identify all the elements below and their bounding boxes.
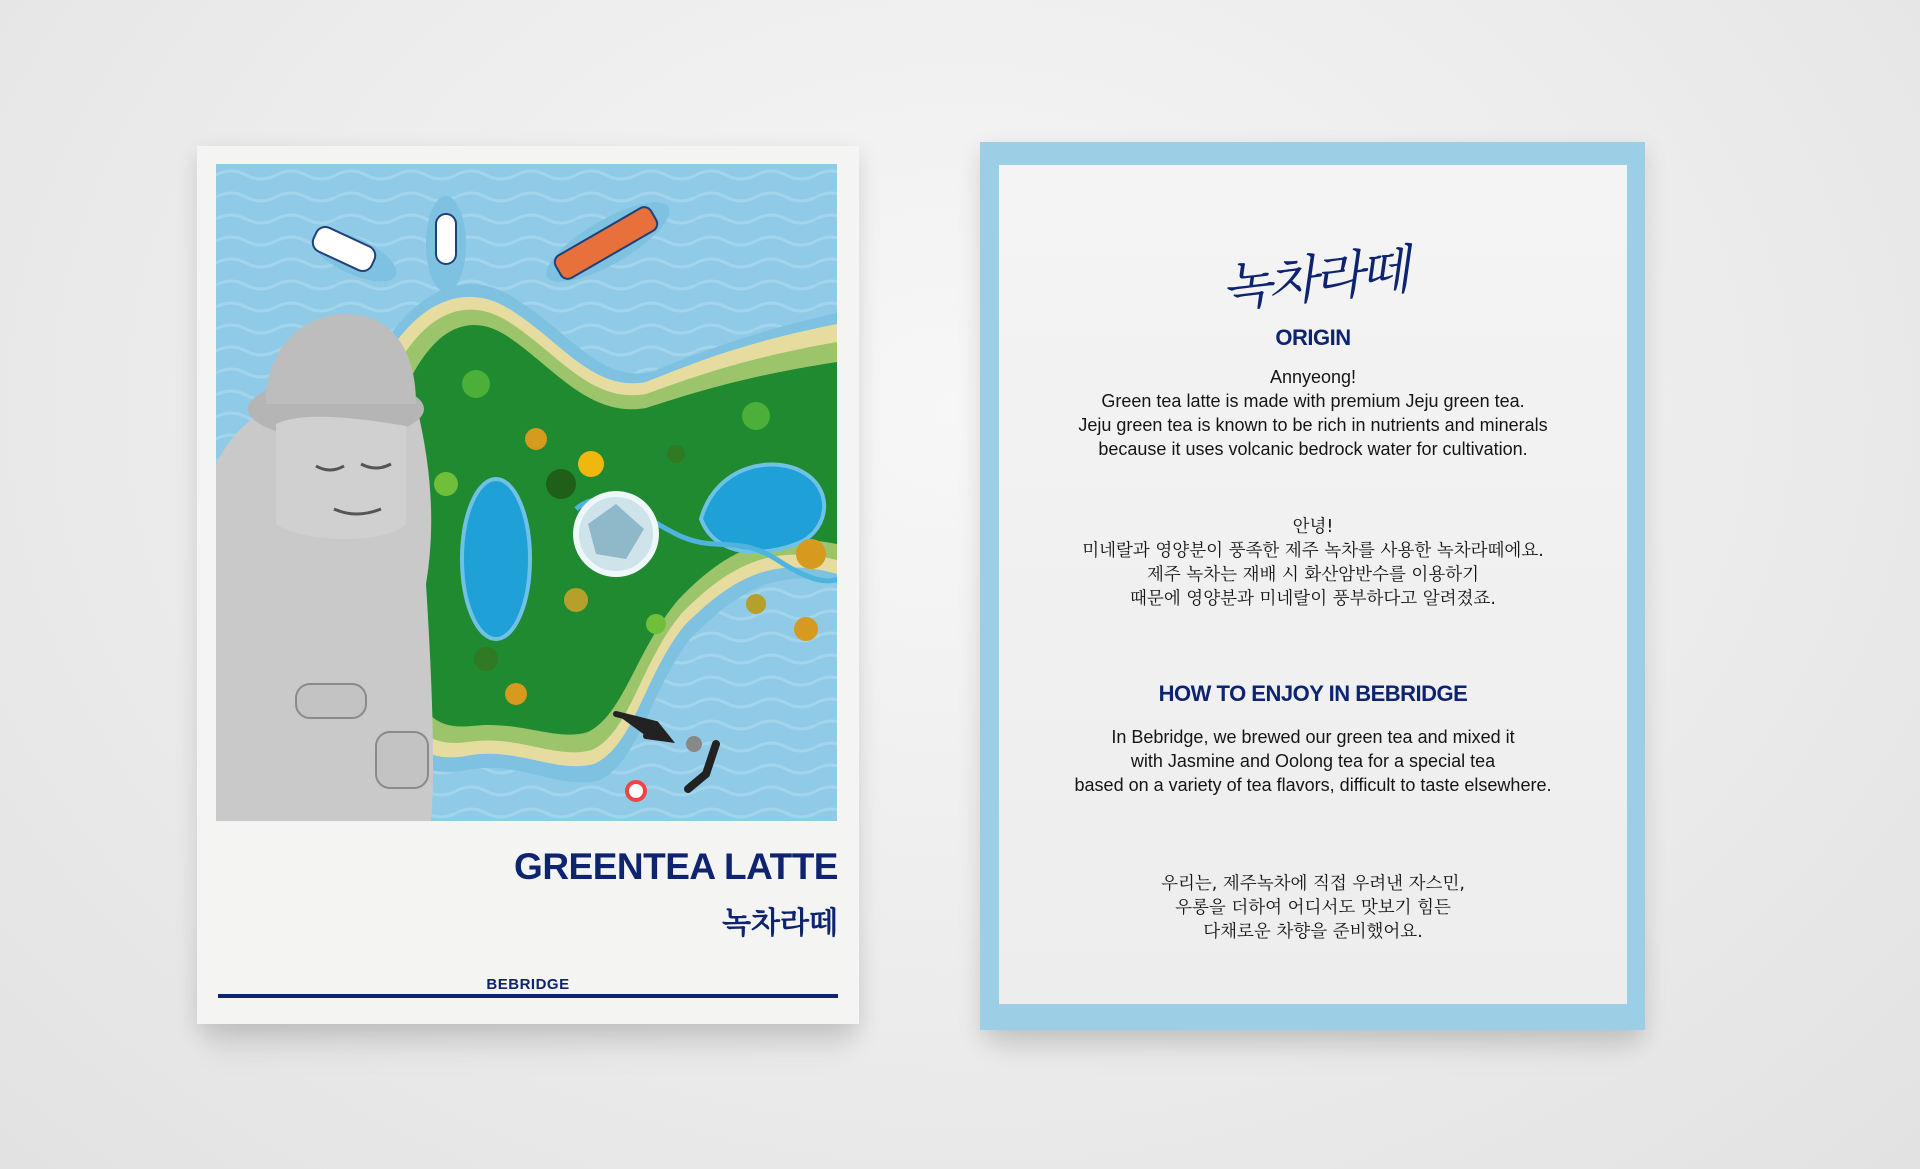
text-line: 제주 녹차는 재배 시 화산암반수를 이용하기 [1146, 565, 1480, 585]
how-to-enjoy-korean-text [999, 872, 1627, 944]
text-line: because it uses volcanic bedrock water for cultivation. [1098, 439, 1528, 459]
text-line: In Bebridge, we brewed our green tea and mixed it [1111, 727, 1515, 747]
text-line: 우롱을 더하여 어디서도 맛보기 힘든 [1175, 898, 1451, 918]
text-line: 우리는, 제주녹차에 직접 우려낸 자스민, [1161, 874, 1465, 894]
text-line: 미네랄과 영양분이 풍족한 제주 녹차를 사용한 녹차라떼에요. [1082, 541, 1544, 561]
origin-korean-text [999, 515, 1627, 611]
front-card [197, 146, 859, 1024]
script-title: 녹차라떼 [1218, 240, 1409, 320]
text-line: Annyeong! [1269, 367, 1357, 387]
text-line: 때문에 영양분과 미네랄이 풍부하다고 알려졌죠. [1130, 589, 1496, 609]
text-line: 안녕! [1292, 517, 1334, 537]
back-card-panel [999, 165, 1627, 1004]
lake-left-icon [462, 479, 530, 639]
product-subtitle-korean: 녹차라떼 [722, 906, 838, 941]
product-title: GREENTEA LATTE [514, 846, 838, 887]
back-card [980, 142, 1645, 1030]
text-line: based on a variety of tea flavors, difficult to taste elsewhere. [1074, 775, 1552, 795]
crater-icon [576, 494, 656, 574]
jeju-island-illustration [216, 164, 837, 821]
how-to-enjoy-heading: HOW TO ENJOY IN BEBRIDGE [1158, 681, 1468, 706]
text-line: Jeju green tea is known to be rich in nutrients and minerals [1078, 415, 1548, 435]
divider-rule [218, 994, 838, 998]
text-line: 다채로운 차향을 준비했어요. [1203, 922, 1423, 942]
text-line: Green tea latte is made with premium Jeju green tea. [1101, 391, 1525, 411]
text-line: with Jasmine and Oolong tea for a special tea [1130, 751, 1496, 771]
origin-english-text [999, 365, 1627, 461]
how-to-enjoy-english-text [999, 725, 1627, 797]
brand-logo: BEBRIDGE [486, 976, 570, 993]
origin-heading: ORIGIN [1275, 325, 1351, 350]
